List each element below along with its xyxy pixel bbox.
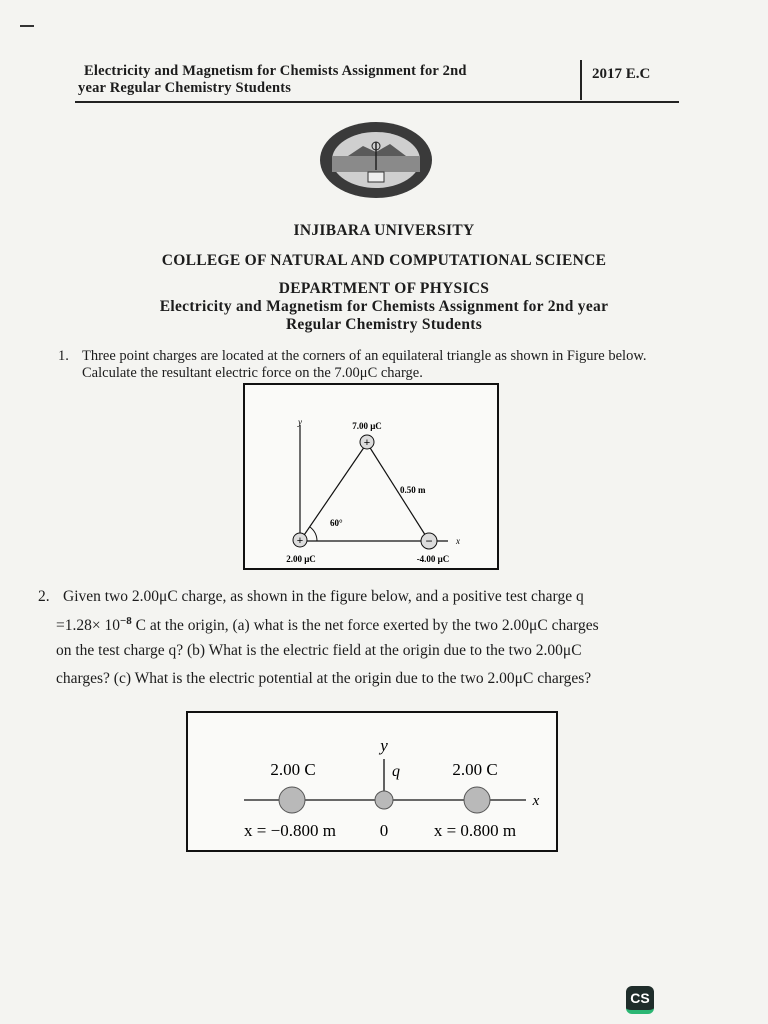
department-name: DEPARTMENT OF PHYSICS (278, 280, 490, 297)
header-year: 2017 E.C (592, 66, 651, 82)
test-charge-label: q (392, 763, 400, 780)
question-2-line-2 (56, 615, 599, 635)
course-title-line-2: Regular Chemistry Students (285, 316, 483, 333)
x-axis-label: x (532, 793, 540, 809)
origin-label: 0 (379, 821, 389, 840)
camscanner-badge-label: CS (630, 990, 650, 1006)
header-line-1: Electricity and Magnetism for Chemists Assignment for 2nd (84, 63, 467, 79)
top-charge-label: 7.00 μC (352, 421, 382, 431)
test-charge (375, 791, 393, 809)
college-name: COLLEGE OF NATURAL AND COMPUTATIONAL SCIENCE (161, 252, 607, 269)
header-rule (75, 101, 679, 103)
question-1-number: 1. (58, 348, 69, 364)
page-mark (20, 25, 34, 27)
left-position-label: x = −0.800 m (244, 821, 336, 840)
figure-1-triangle (243, 383, 499, 570)
angle-label: 60° (330, 518, 343, 528)
x-axis-label: x (456, 536, 460, 546)
charge-right-sign: − (425, 534, 433, 548)
university-name: INJIBARA UNIVERSITY (293, 222, 475, 239)
side-length-label: 0.50 m (400, 485, 426, 495)
right-charge-label: 2.00 C (452, 760, 498, 779)
question-2-exponent: −8 (119, 615, 132, 627)
camscanner-badge (626, 986, 654, 1014)
question-1-text: Three point charges are located at the corners of an equilateral triangle as shown in Figure below. Calculate the resultant electric force on the 7.00μC charge. (82, 348, 647, 381)
question-2-number: 2. (38, 588, 50, 605)
question-2-line-1: Given two 2.00μC charge, as shown in the figure below, and a positive test charge q (63, 588, 584, 605)
header-line-2: year Regular Chemistry Students (78, 80, 292, 96)
left-charge-label: 2.00 C (270, 760, 316, 779)
right-position-label: x = 0.800 m (433, 821, 517, 840)
right-charge-label: -4.00 μC (416, 554, 450, 564)
charge-top-sign: + (363, 437, 371, 449)
y-axis-label: y (380, 736, 388, 755)
university-logo (318, 120, 434, 200)
question-2-line-4: charges? (c) What is the electric potential at the origin due to the two 2.00μC charges? (56, 670, 592, 687)
left-charge-label: 2.00 μC (286, 554, 316, 564)
question-2-line-2-pre: =1.28× 10 (56, 617, 120, 635)
charge-left (279, 787, 305, 813)
charge-right (464, 787, 490, 813)
question-2-line-3: on the test charge q? (b) What is the electric field at the origin due to the two 2.00μC (56, 642, 582, 659)
y-axis-label: y (298, 417, 302, 427)
question-2-line-2-post: C at the origin, (a) what is the net force exerted by the two 2.00μC charges (131, 617, 599, 635)
header-divider (580, 60, 582, 100)
charge-left-sign: + (296, 535, 304, 547)
figure-2-charges-on-axis (186, 711, 558, 852)
header-title (78, 63, 568, 97)
course-title-line-1: Electricity and Magnetism for Chemists Assignment for 2nd year (159, 298, 609, 315)
